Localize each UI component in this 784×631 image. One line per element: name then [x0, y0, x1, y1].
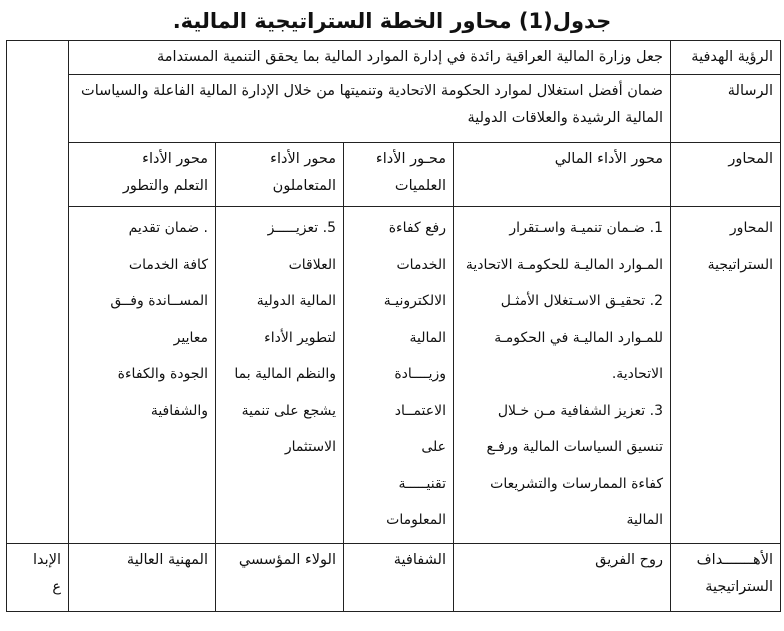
goal-transparency: الشفافية	[344, 544, 454, 612]
goal-professionalism: المهنية العالية	[69, 544, 216, 612]
row-label-strategic-axes: المحاور الستراتيجية	[671, 207, 781, 544]
table-row-strategic-axes	[7, 207, 781, 544]
row-label-axes: المحاور	[671, 143, 781, 207]
strategic-learning: . ضمان تقديم كافة الخدمات المســاندة وفــق معايير الجودة والكفاءة والشفافية	[69, 207, 216, 544]
page-title: جدول(1) محاور الخطة الستراتيجية المالية.	[172, 9, 612, 33]
table-row-vision	[7, 41, 781, 75]
row-label-vision: الرؤية الهدفية	[671, 41, 781, 75]
axis-clients: محور الأداء المتعاملون	[216, 143, 344, 207]
axis-financial: محور الأداء المالي	[454, 143, 671, 207]
table-row-strategic-goals	[7, 544, 781, 612]
table-row-axes	[7, 143, 781, 207]
empty-side-column	[7, 41, 69, 544]
goal-team-spirit: روح الفريق	[454, 544, 671, 612]
goal-creativity: الإبدا ع	[7, 544, 69, 612]
axis-operations: محـور الأداء العلميات	[344, 143, 454, 207]
strategic-financial: 1. ضـمان تنميـة واسـتقرار المـوارد الماليـة للحكومـة الاتحادية 2. تحقيـق الاسـتغلال الأمثـل للمـوارد الماليـة في الحكومـة الاتحادية. 3. تعزيز الشفافية مـن خـلال تنسيق السياسات المالية ورفـع كفاءة الممارسات والتشريعات المالية	[454, 207, 671, 544]
axis-learning: محور الأداء التعلم والتطور	[69, 143, 216, 207]
row-label-strategic-goals: الأهـــــــداف الستراتيجية	[671, 544, 781, 612]
strategy-table	[6, 40, 781, 612]
row-label-mission: الرسالة	[671, 75, 781, 143]
strategic-clients: 5. تعزيـــــز العلاقات المالية الدولية لتطوير الأداء والنظم المالية بما يشجع على تنمية الاستثمار	[216, 207, 344, 544]
goal-loyalty: الولاء المؤسسي	[216, 544, 344, 612]
vision-content: جعل وزارة المالية العراقية رائدة في إدارة الموارد المالية بما يحقق التنمية المستدامة	[69, 41, 671, 75]
table-row-mission	[7, 75, 781, 143]
strategic-operations: رفع كفاءة الخدمات الالكترونيـة المالية وزيــــادة الاعتمــاد على تقنيـــــة المعلومات	[344, 207, 454, 544]
mission-content: ضمان أفضل استغلال لموارد الحكومة الاتحادية وتنميتها من خلال الإدارة المالية الفاعلة والسياسات المالية الرشيدة والعلاقات الدولية	[69, 75, 671, 143]
